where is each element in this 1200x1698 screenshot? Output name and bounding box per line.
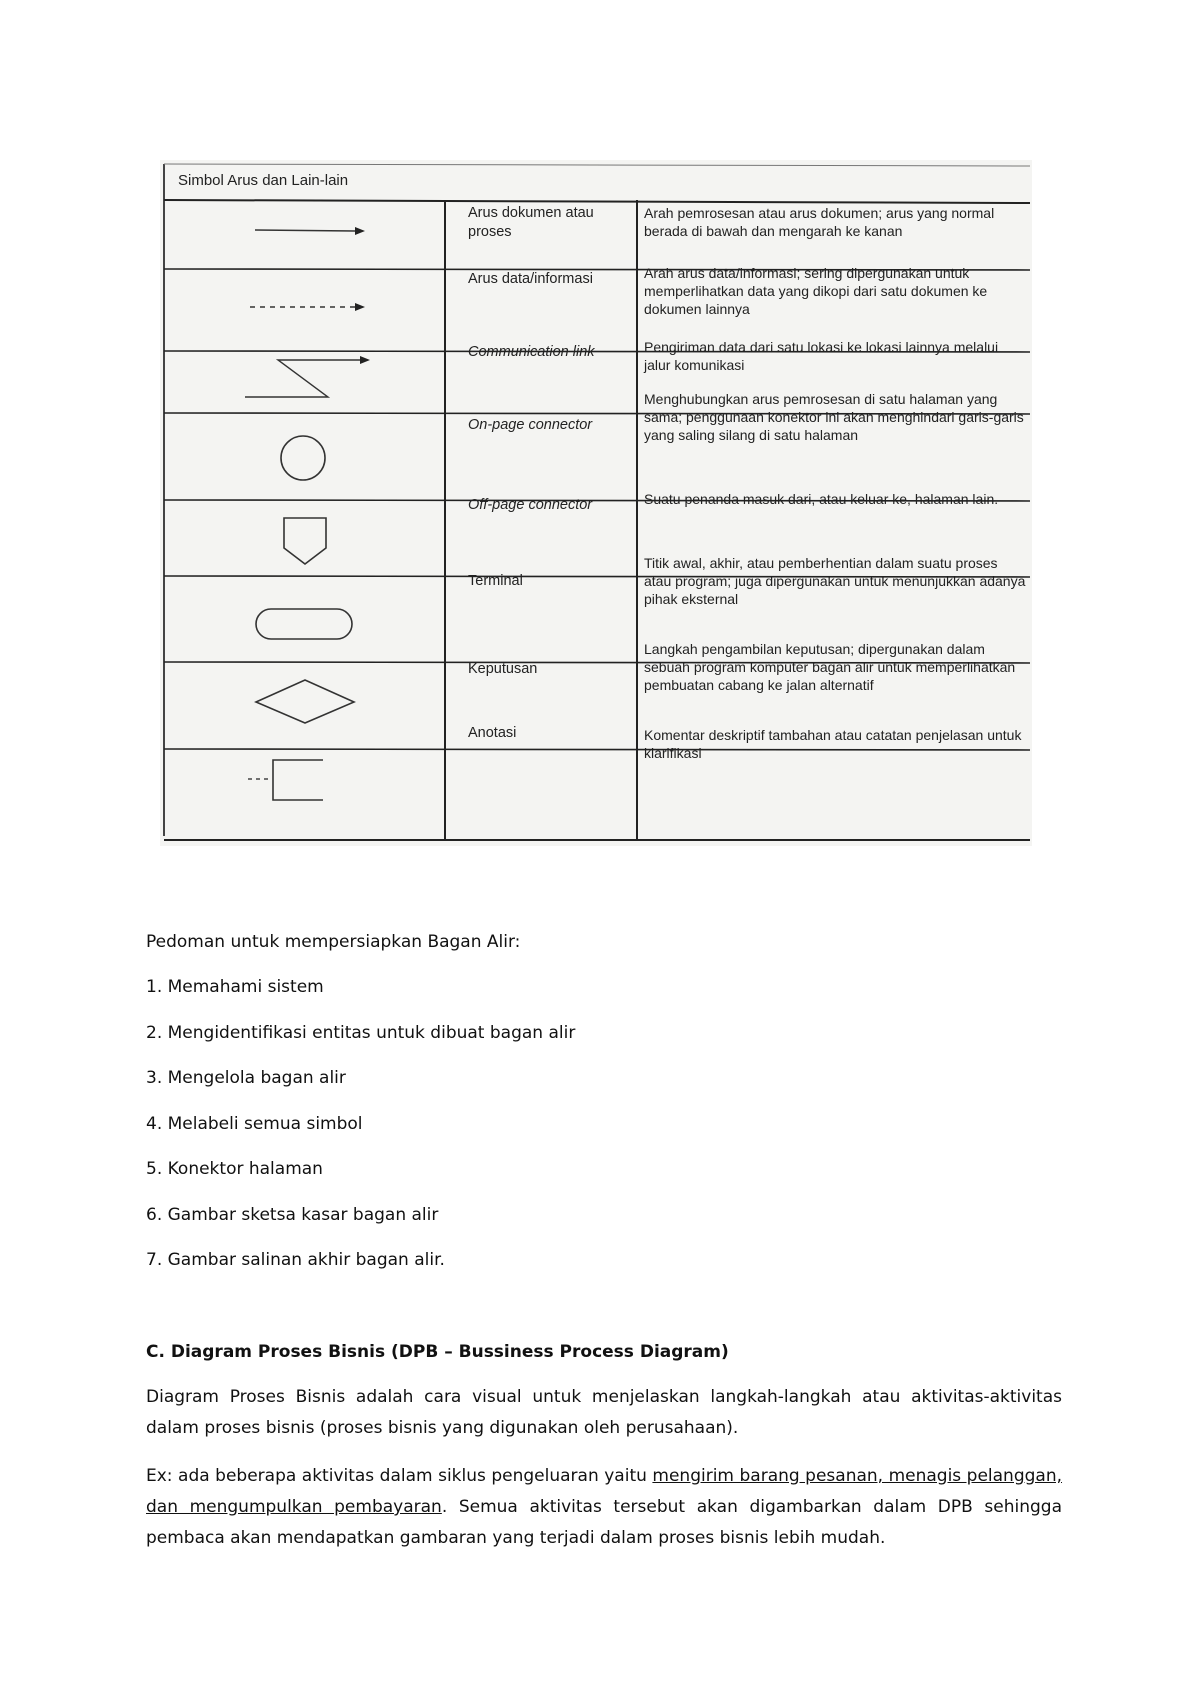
list-item: 3. Mengelola bagan alir <box>146 1068 346 1088</box>
symbol-description: Suatu penanda masuk dari, atau keluar ke, halaman lain. <box>644 491 999 507</box>
symbol-name: Anotasi <box>468 725 517 741</box>
example-tail: . Semua aktivitas tersebut akan digambarkan dalam DPB sehingga pembaca akan mendapatkan gambaran yang terjadi dalam proses bisnis lebih mudah. <box>146 1497 1062 1548</box>
symbol-name: Arus data/informasi <box>468 271 593 287</box>
arrow-solid-icon <box>255 227 365 235</box>
annotation-icon <box>248 760 323 800</box>
list-item: 1. Memahami sistem <box>146 977 324 997</box>
list-item: 5. Konektor halaman <box>146 1159 323 1179</box>
communication-link-icon <box>245 356 370 397</box>
terminal-icon <box>256 609 352 639</box>
symbol-description: Komentar deskriptif tambahan atau catatan penjelasan untuk klarifikasi <box>644 727 1022 761</box>
paragraph: Diagram Proses Bisnis adalah cara visual untuk menjelaskan langkah-langkah atau aktivitas-aktivitas dalam proses bisnis (proses bisnis yang digunakan oleh perusahaan). <box>146 1387 1062 1438</box>
symbol-table-scan <box>160 160 1032 846</box>
table-title: Simbol Arus dan Lain-lain <box>178 172 349 189</box>
arrow-dashed-icon <box>250 303 365 311</box>
pentagon-icon <box>284 518 326 564</box>
circle-icon <box>281 436 325 480</box>
symbol-description: Arah pemrosesan atau arus dokumen; arus yang normal berada di bawah dan mengarah ke kanan <box>644 205 995 239</box>
symbol-name: Keputusan <box>468 661 538 677</box>
list-item: 2. Mengidentifikasi entitas untuk dibuat bagan alir <box>146 1023 576 1043</box>
symbol-name: Terminal <box>468 573 523 589</box>
list-item: 4. Melabeli semua simbol <box>146 1114 363 1134</box>
symbol-name: On-page connector <box>468 417 593 433</box>
guidelines-intro: Pedoman untuk mempersiapkan Bagan Alir: <box>146 932 521 952</box>
symbol-name: Arus dokumen atau proses <box>468 205 594 240</box>
list-item: 6. Gambar sketsa kasar bagan alir <box>146 1205 439 1225</box>
section-heading: C. Diagram Proses Bisnis (DPB – Bussiness Process Diagram) <box>146 1342 729 1362</box>
symbol-description: Pengiriman data dari satu lokasi ke lokasi lainnya melalui jalur komunikasi <box>644 339 999 373</box>
underlined-activities: mengirim barang pesanan, menagis pelanggan, dan mengumpulkan pembayaran <box>146 1466 1063 1517</box>
diamond-icon <box>256 680 354 723</box>
example-lead: Ex: ada beberapa aktivitas dalam siklus pengeluaran yaitu <box>146 1466 647 1486</box>
symbol-description: Titik awal, akhir, atau pemberhentian dalam suatu proses atau program; juga dipergunakan untuk menunjukkan adanya pihak eksternal <box>644 555 1026 607</box>
symbol-description: Langkah pengambilan keputusan; dipergunakan dalam sebuah program komputer bagan alir untuk memperlihatkan pembuatan cabang ke jalan alternatif <box>644 641 1016 693</box>
symbol-name: Off-page connector <box>468 497 593 513</box>
list-item: 7. Gambar salinan akhir bagan alir. <box>146 1250 445 1270</box>
paragraph-example <box>146 1461 1062 1554</box>
symbol-name: Communication link <box>468 344 595 360</box>
symbol-description: Menghubungkan arus pemrosesan di satu halaman yang sama; penggunaan konektor ini akan menghindari garis-garis yang saling silang di satu halaman <box>644 391 1024 443</box>
symbol-description: Arah arus data/informasi; sering dipergunakan untuk memperlihatkan data yang dikopi dari satu dokumen ke dokumen lainnya <box>644 265 988 317</box>
